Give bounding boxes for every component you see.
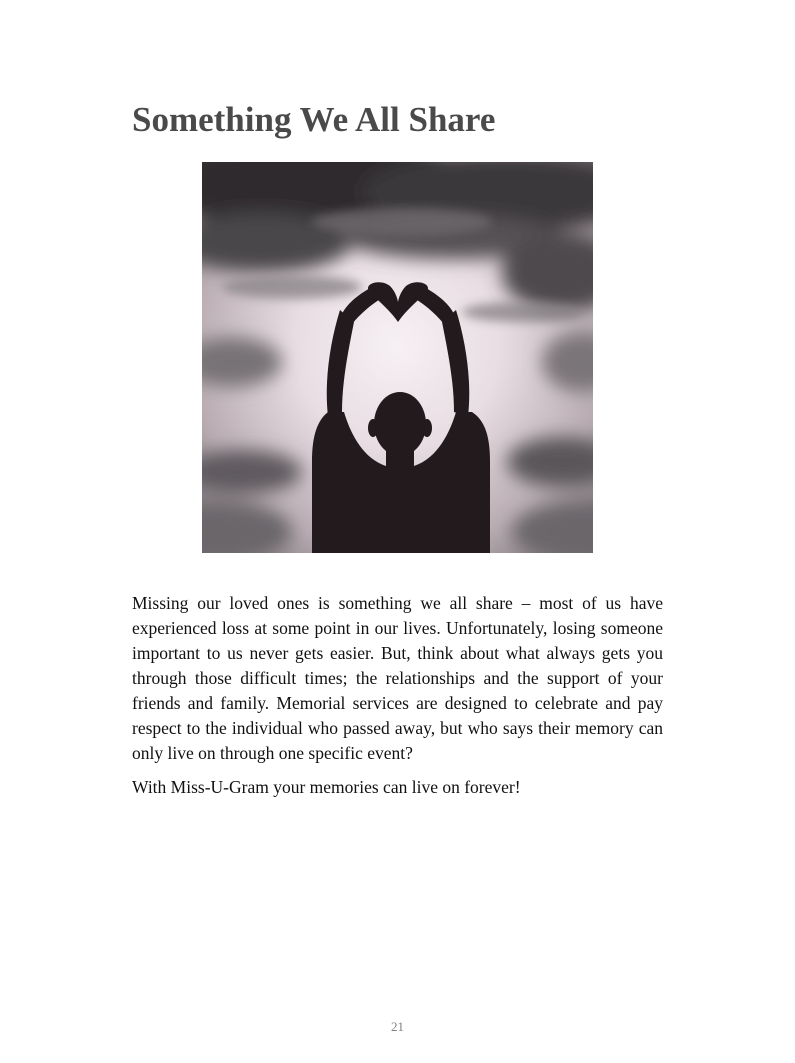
body-paragraph-2: With Miss-U-Gram your memories can live on forever!	[132, 777, 521, 797]
body-paragraph-1: Missing our loved ones is something we all share – most of us have experienced loss at some point in our lives. Unfortunately, losing someone important to us never gets easier. But, think about what always gets you through those difficult times; the relationships and the support of your friends and family. Memorial services are designed to celebrate and pay respect to the individual who passed away, but who says their memory can only live on through one specific event?	[132, 593, 663, 763]
page-number: 21	[391, 1019, 404, 1034]
silhouette-heart-hands-photo	[202, 162, 593, 553]
page-title: Something We All Share	[132, 100, 496, 139]
body-text	[132, 591, 663, 809]
